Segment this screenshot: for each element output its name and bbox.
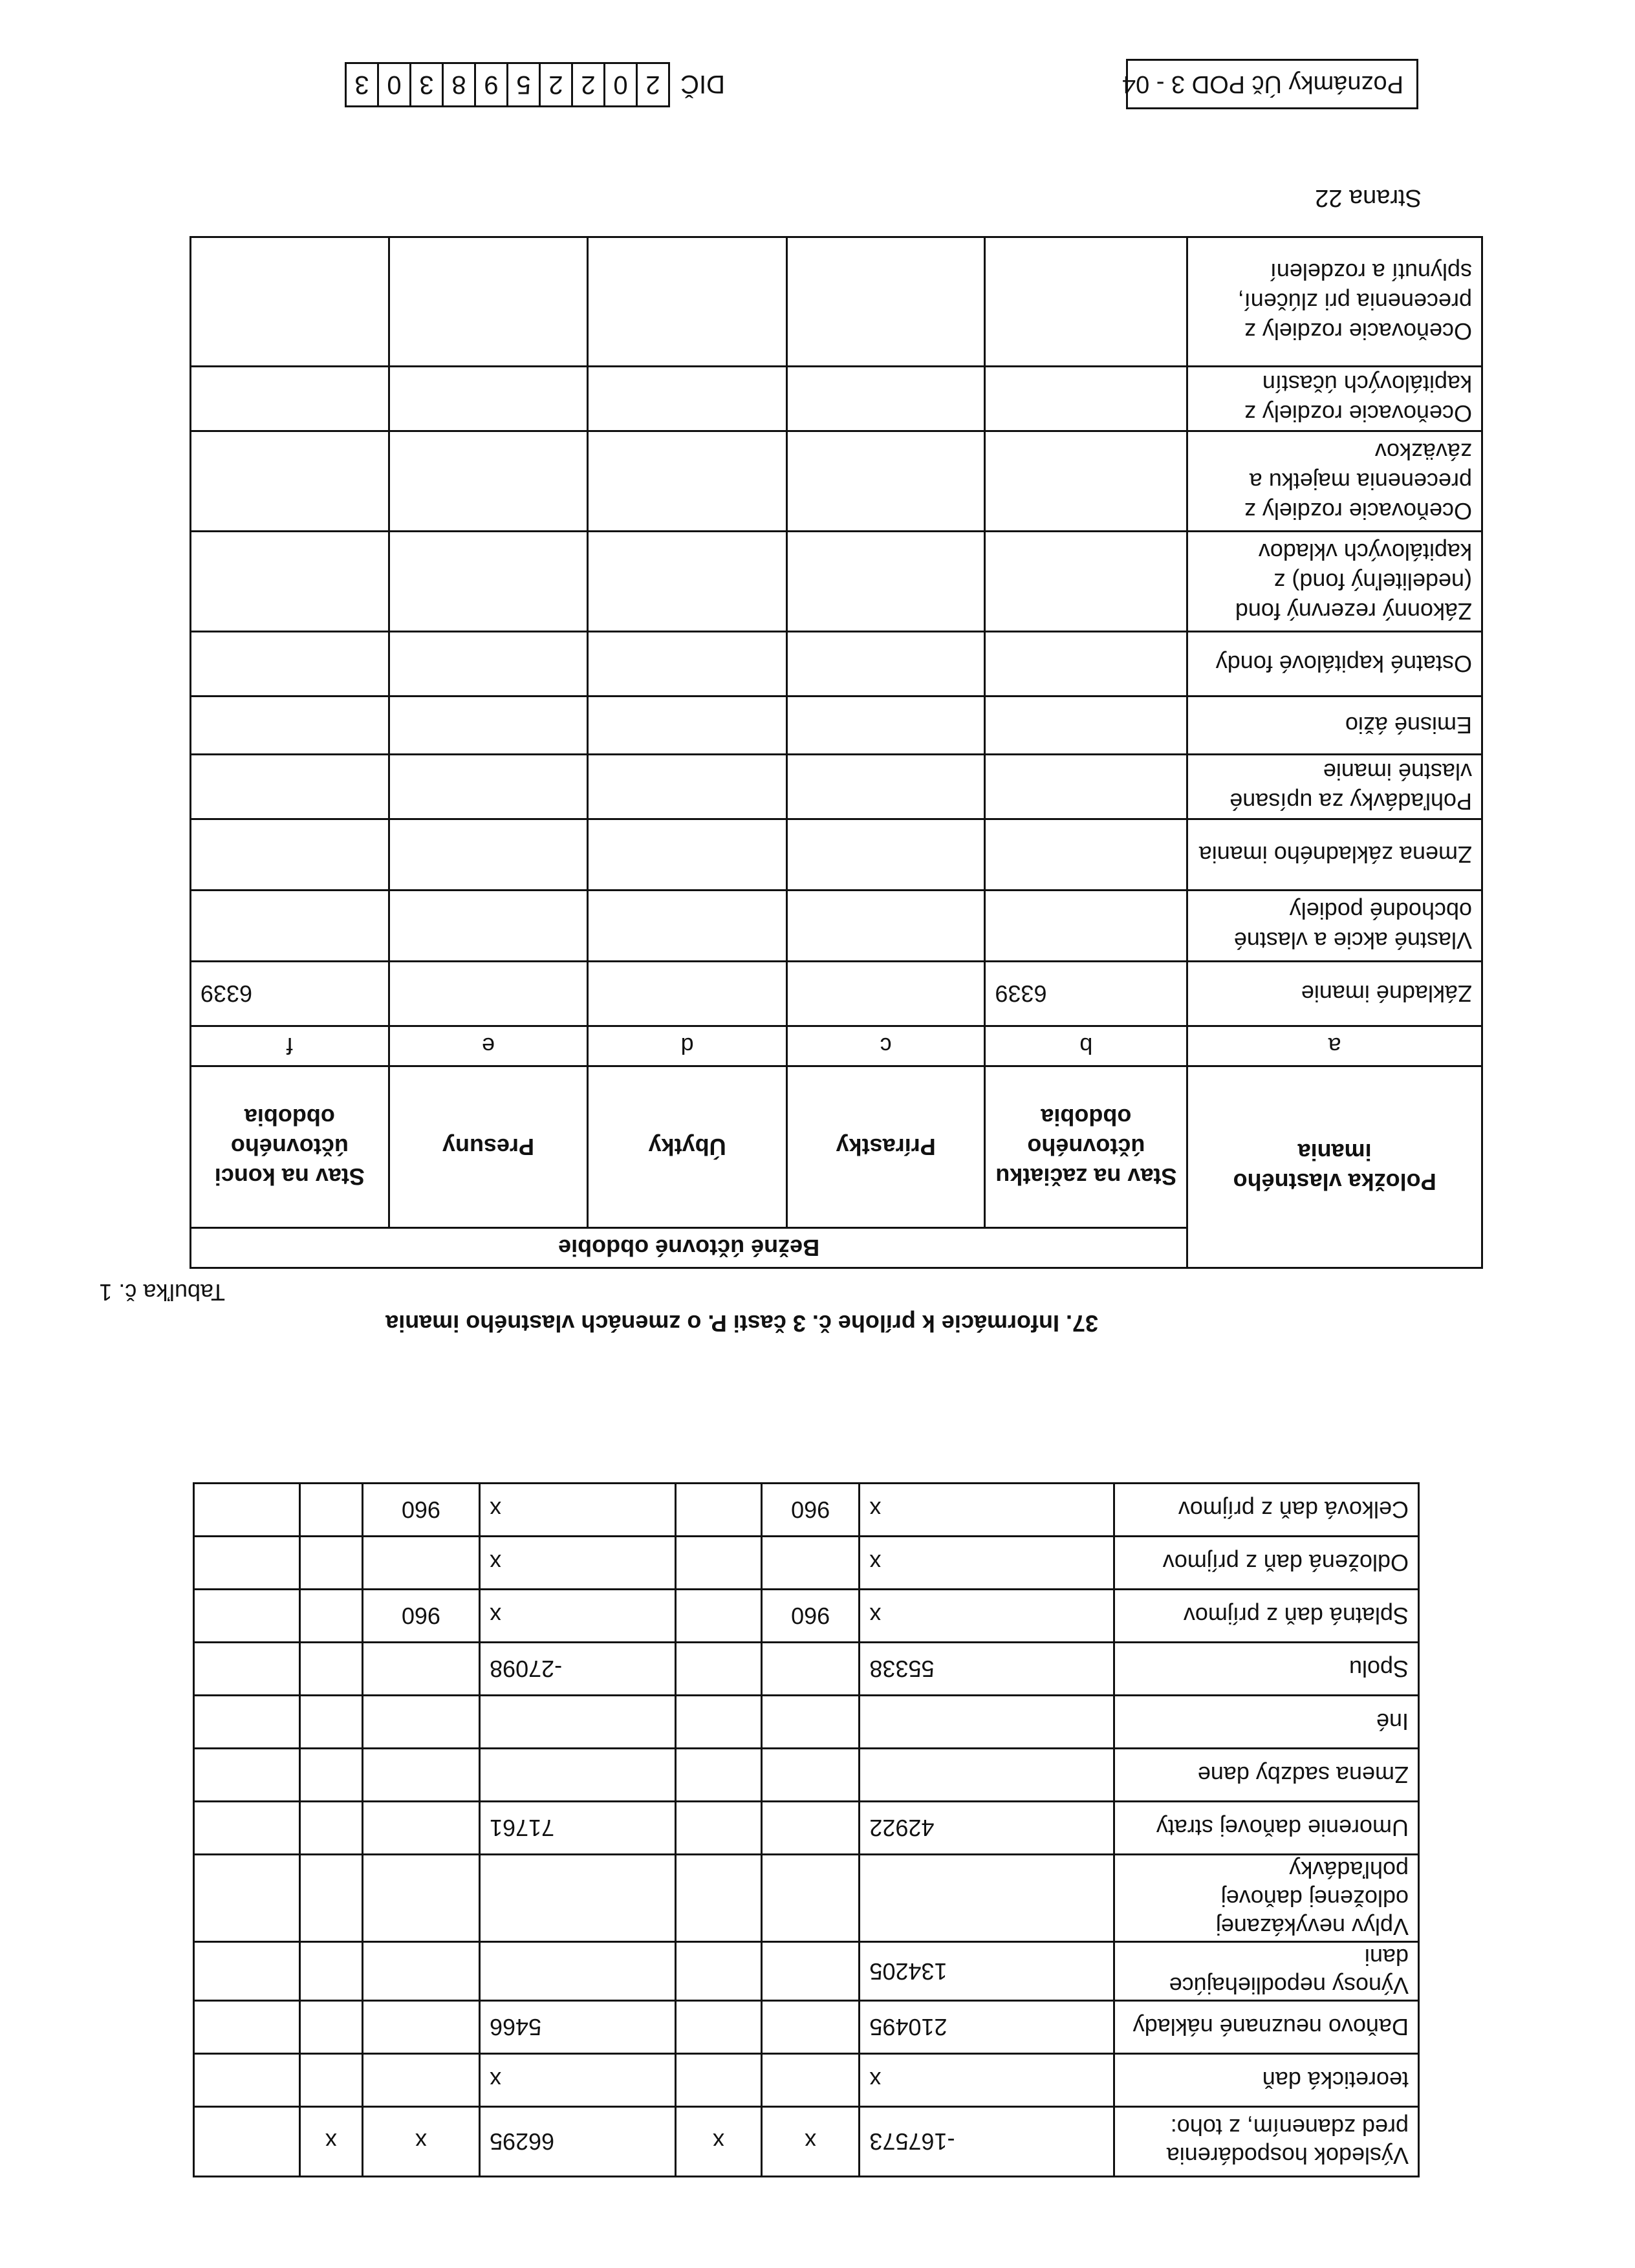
col-header-reductions: Úbytky [588, 1066, 787, 1228]
table-cell [191, 891, 389, 962]
table-cell [761, 1643, 859, 1696]
table-cell [588, 819, 787, 891]
table-cell [786, 431, 985, 532]
table-cell [860, 1696, 1114, 1749]
row-label: Výnosy nepodliehajúce dani [1114, 1942, 1419, 2001]
table-row [194, 1696, 1419, 1749]
table-cell: x [860, 1590, 1114, 1643]
row-label: Vlastné akcie a vlastné obchodné podiely [1187, 891, 1482, 962]
table-cell [191, 755, 389, 819]
dic-digit: 2 [636, 62, 670, 107]
page-number: Strana 22 [1315, 184, 1422, 211]
table-cell [191, 632, 389, 697]
table-cell [299, 1696, 362, 1749]
table-cell [362, 1749, 479, 1802]
dic-digit-boxes [345, 62, 668, 107]
table-cell [985, 697, 1187, 755]
table-cell: 960 [761, 1484, 859, 1537]
table-cell [191, 431, 389, 532]
table-cell [588, 962, 787, 1026]
table-row [191, 755, 1482, 819]
table-cell [389, 431, 588, 532]
table-cell: x [480, 1484, 676, 1537]
row-label: Základné imanie [1187, 962, 1482, 1026]
row-label: Oceňovacie rozdiely z precenenia pri zlúčení, splynutí a rozdelení [1187, 237, 1482, 367]
row-label: Spolu [1114, 1643, 1419, 1696]
table-cell [761, 1802, 859, 1855]
table-cell [761, 1749, 859, 1802]
table-cell [191, 237, 389, 367]
row-label: Zmena sadzby dane [1114, 1749, 1419, 1802]
table-cell [761, 2054, 859, 2107]
table-cell [389, 755, 588, 819]
table-cell: x [480, 1590, 676, 1643]
table-cell [362, 1643, 479, 1696]
table-cell [191, 697, 389, 755]
table-row [191, 697, 1482, 755]
table-cell: 6339 [985, 962, 1187, 1026]
table-cell [480, 1749, 676, 1802]
table-cell: x [860, 1537, 1114, 1590]
table-cell [191, 532, 389, 632]
table-cell [761, 1855, 859, 1942]
table-row [191, 367, 1482, 431]
table-cell [362, 1537, 479, 1590]
row-label: Umorenie daňovej straty [1114, 1802, 1419, 1855]
table-cell [985, 237, 1187, 367]
row-label: Zmena základného imania [1187, 819, 1482, 891]
row-label: Iné [1114, 1696, 1419, 1749]
table-cell [786, 532, 985, 632]
table-cell [194, 1942, 300, 2001]
col-header-start: Stav na začiatku účtovného obdobia [985, 1066, 1187, 1228]
table-cell [194, 1696, 300, 1749]
letter: b [985, 1026, 1187, 1066]
table-cell [194, 1855, 300, 1942]
table-cell [389, 891, 588, 962]
table-cell [675, 1590, 761, 1643]
row-label: Ostatné kapitálové fondy [1187, 632, 1482, 697]
table-cell [194, 1537, 300, 1590]
table-cell: 960 [362, 1590, 479, 1643]
table-row [191, 237, 1482, 367]
table-cell [675, 1802, 761, 1855]
table-cell: x [860, 1484, 1114, 1537]
row-label: Pohľadávky za upísané vlastné imanie [1187, 755, 1482, 819]
table-cell [362, 2001, 479, 2054]
table-cell [985, 367, 1187, 431]
dic-digit: 8 [442, 62, 476, 107]
table-cell [299, 1942, 362, 2001]
table-cell [299, 1855, 362, 1942]
table-row [194, 2001, 1419, 2054]
table-cell [389, 532, 588, 632]
dic-digit: 2 [539, 62, 573, 107]
dic-digit: 9 [474, 62, 508, 107]
row-label: Zákonný rezervný fond (nedeliteľný fond) z kapitálových vkladov [1187, 532, 1482, 632]
table-cell [194, 1643, 300, 1696]
table-cell: -167573 [860, 2107, 1114, 2177]
table-cell: 5466 [480, 2001, 676, 2054]
table-cell [786, 367, 985, 431]
letter: c [786, 1026, 985, 1066]
letters-row [191, 1026, 1482, 1066]
row-label: Odložená daň z príjmov [1114, 1537, 1419, 1590]
group-header: Bežné účtovné obdobie [191, 1228, 1187, 1268]
letter: a [1187, 1026, 1482, 1066]
table-cell [786, 755, 985, 819]
letter: e [389, 1026, 588, 1066]
table-cell: x [480, 1537, 676, 1590]
table-row [191, 891, 1482, 962]
table-cell [761, 2001, 859, 2054]
table-cell [191, 367, 389, 431]
table-cell [588, 891, 787, 962]
table-cell: -27098 [480, 1643, 676, 1696]
table-cell [389, 237, 588, 367]
table-row [191, 962, 1482, 1026]
table-cell [299, 1537, 362, 1590]
row-label: Splatná daň z príjmov [1114, 1590, 1419, 1643]
equity-changes-table [189, 236, 1483, 1269]
table-cell [299, 1802, 362, 1855]
table-caption: Tabuľka č. 1 [99, 1279, 225, 1306]
row-label: Daňovo neuznané náklady [1114, 2001, 1419, 2054]
table-cell: 6339 [191, 962, 389, 1026]
table-row [194, 1802, 1419, 1855]
table-cell [299, 1643, 362, 1696]
table-cell: x [860, 2054, 1114, 2107]
table-cell [299, 1484, 362, 1537]
table-cell [194, 1590, 300, 1643]
table-cell [194, 2054, 300, 2107]
table-cell [761, 1537, 859, 1590]
dic-digit: 3 [345, 62, 379, 107]
table-cell [786, 819, 985, 891]
table-cell [194, 2107, 300, 2177]
table-row [191, 819, 1482, 891]
table-row [194, 2054, 1419, 2107]
table-cell [675, 1942, 761, 2001]
letter: d [588, 1026, 787, 1066]
table-cell [860, 1749, 1114, 1802]
table-cell: x [362, 2107, 479, 2177]
dic-digit: 3 [409, 62, 444, 107]
section-37-title: 37. Informácie k prílohe č. 3 časti P. o zmenách vlastného imania [385, 1310, 1098, 1337]
table-cell [860, 1855, 1114, 1942]
table-row [191, 532, 1482, 632]
col-header-transfers: Presuny [389, 1066, 588, 1228]
col-header-additions: Prírastky [786, 1066, 985, 1228]
row-label: Celková daň z príjmov [1114, 1484, 1419, 1537]
col-header-item: Položka vlastného imania [1187, 1066, 1482, 1268]
table-cell: 66295 [480, 2107, 676, 2177]
table-cell [675, 2001, 761, 2054]
table-cell [588, 632, 787, 697]
dic-digit: 2 [571, 62, 605, 107]
table-cell [985, 431, 1187, 532]
table-row [194, 1484, 1419, 1537]
table-cell [194, 2001, 300, 2054]
table-cell: 71761 [480, 1802, 676, 1855]
table-row [194, 1942, 1419, 2001]
table-cell [675, 1484, 761, 1537]
table-cell: 960 [761, 1590, 859, 1643]
table-cell [299, 1590, 362, 1643]
table-cell [389, 819, 588, 891]
col-header-end: Stav na konci účtovného obdobia [191, 1066, 389, 1228]
table-cell [985, 532, 1187, 632]
row-label: Emisné ážio [1187, 697, 1482, 755]
table-cell [675, 1696, 761, 1749]
table-cell [299, 2054, 362, 2107]
table-cell: x [761, 2107, 859, 2177]
table-cell: 134205 [860, 1942, 1114, 2001]
table-cell [480, 1696, 676, 1749]
table-cell [362, 1942, 479, 2001]
table-cell [985, 819, 1187, 891]
table-cell [362, 1855, 479, 1942]
table-cell [786, 632, 985, 697]
table-cell [675, 2054, 761, 2107]
table-cell: 42922 [860, 1802, 1114, 1855]
table-row [194, 1590, 1419, 1643]
table-cell [588, 532, 787, 632]
table-cell [194, 1484, 300, 1537]
table-cell [786, 697, 985, 755]
table-cell: 210495 [860, 2001, 1114, 2054]
table-cell [985, 755, 1187, 819]
letter: f [191, 1026, 389, 1066]
dic-digit: 0 [377, 62, 411, 107]
table-cell [675, 1749, 761, 1802]
row-label: Oceňovacie rozdiely z precenenia majetku a záväzkov [1187, 431, 1482, 532]
table-cell [389, 962, 588, 1026]
table-cell [194, 1749, 300, 1802]
form-title: Poznámky Úč POD 3 - 04 [1126, 59, 1418, 109]
table-cell: x [480, 2054, 676, 2107]
dic-digit: 0 [603, 62, 638, 107]
table-cell [362, 1802, 479, 1855]
table-cell [786, 891, 985, 962]
table-cell [480, 1855, 676, 1942]
table-cell [786, 237, 985, 367]
row-label: Výsledok hospodárenia pred zdanením, z toho: [1114, 2107, 1419, 2177]
row-label: Oceňovacie rozdiely z kapitálových účastín [1187, 367, 1482, 431]
table-cell: x [675, 2107, 761, 2177]
table-cell [362, 1696, 479, 1749]
table-row [194, 1537, 1419, 1590]
row-label: teoretická daň [1114, 2054, 1419, 2107]
dic-label: DIČ [680, 70, 725, 98]
table-row [191, 632, 1482, 697]
table-cell [588, 697, 787, 755]
table-cell [389, 697, 588, 755]
table-cell [588, 367, 787, 431]
table-cell [194, 1802, 300, 1855]
tax-reconciliation-table [193, 1482, 1420, 2177]
table-cell [362, 2054, 479, 2107]
table-cell [675, 1643, 761, 1696]
table-cell [588, 237, 787, 367]
table-cell [675, 1537, 761, 1590]
table-row [194, 1643, 1419, 1696]
table-cell [299, 2001, 362, 2054]
table-cell [985, 632, 1187, 697]
table-cell [761, 1942, 859, 2001]
table-row [194, 2107, 1419, 2177]
table-cell [299, 1749, 362, 1802]
table-cell [389, 367, 588, 431]
table-cell [191, 819, 389, 891]
table-cell [985, 891, 1187, 962]
table-cell: 960 [362, 1484, 479, 1537]
table-row [191, 431, 1482, 532]
table-cell [480, 1942, 676, 2001]
table-cell: x [299, 2107, 362, 2177]
dic-digit: 5 [506, 62, 541, 107]
table-row [194, 1749, 1419, 1802]
table-cell [588, 755, 787, 819]
table-cell [389, 632, 588, 697]
table-cell: 55338 [860, 1643, 1114, 1696]
table-cell [588, 431, 787, 532]
row-label: Vplyv nevykázanej odloženej daňovej pohľadávky [1114, 1855, 1419, 1942]
table-cell [675, 1855, 761, 1942]
table-row [194, 1855, 1419, 1942]
table-cell [761, 1696, 859, 1749]
table-cell [786, 962, 985, 1026]
